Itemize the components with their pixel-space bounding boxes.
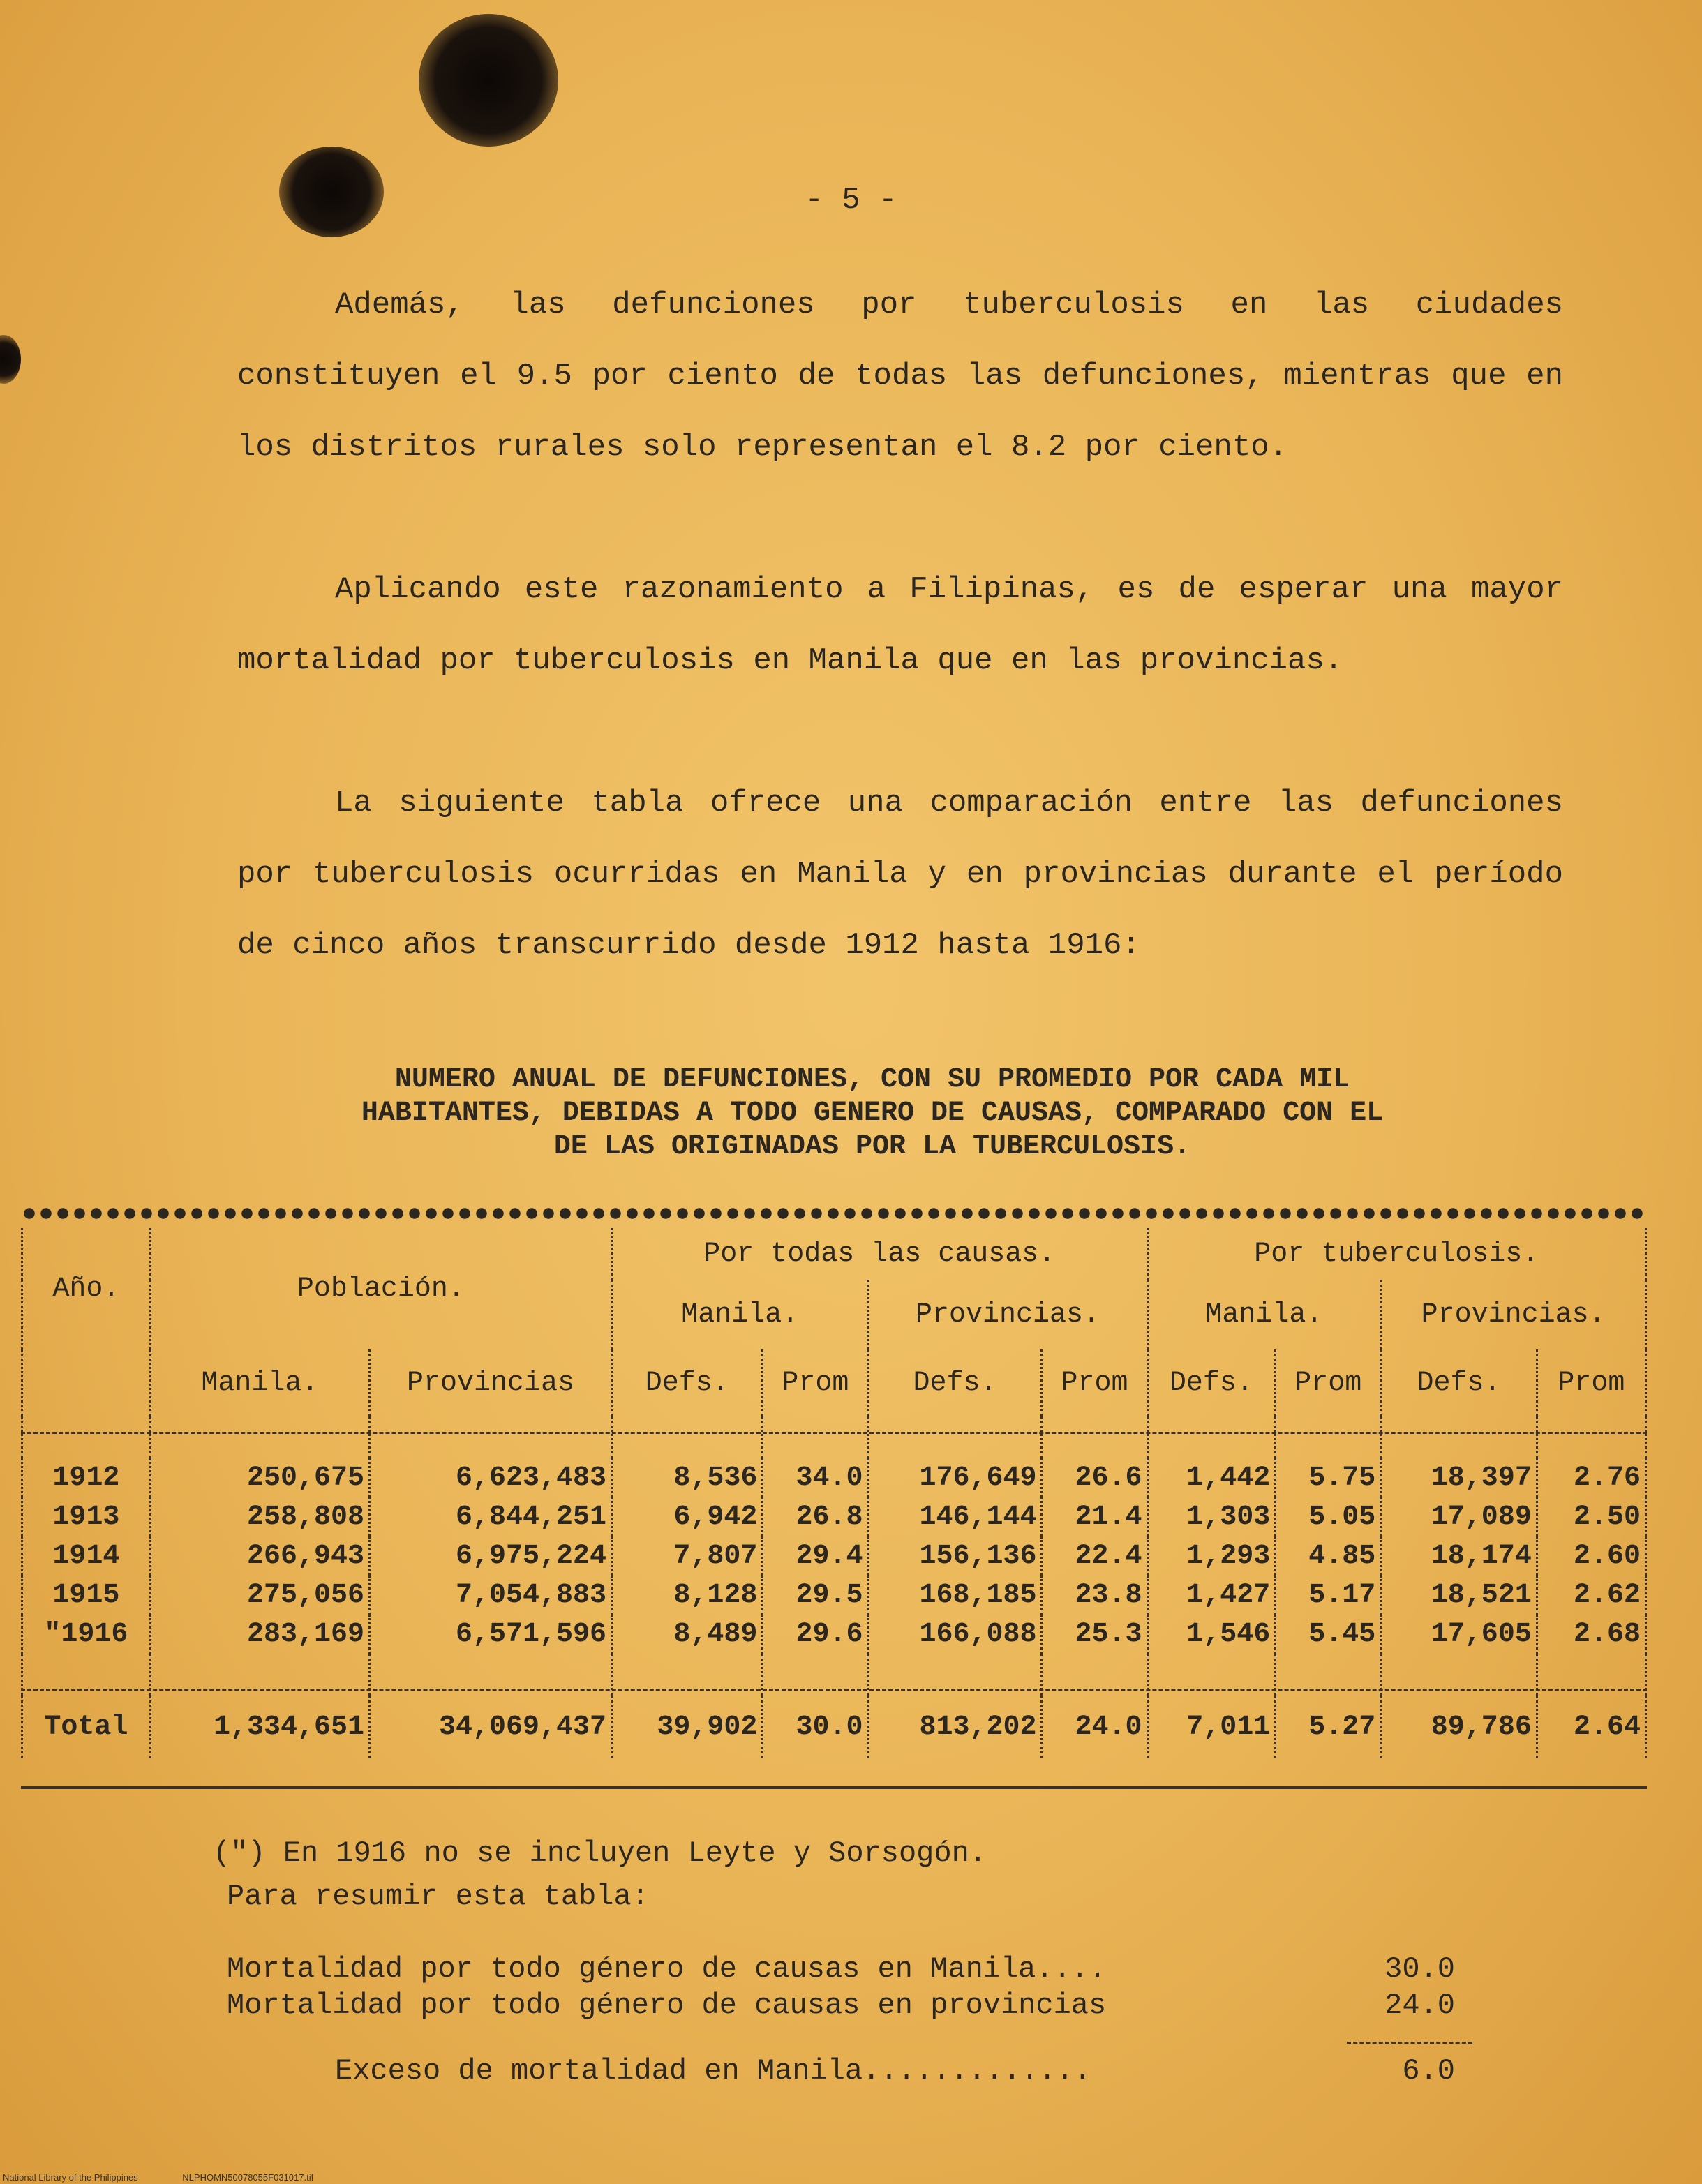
header-manila: Manila.	[150, 1349, 369, 1416]
mortality-table	[21, 1228, 1647, 1758]
header-manila: Manila.	[612, 1280, 868, 1349]
paragraph-3: La siguiente tabla ofrece una comparación entre las defunciones por tuberculosis ocurridas en Manila y en provincias durante el período de cinco años transcurrido desde 1912 hasta 1916:	[237, 786, 1563, 963]
table-title	[209, 1063, 1535, 1164]
page-number: - 5 -	[805, 183, 897, 218]
summary-rule	[1347, 2042, 1472, 2044]
summary-label: Mortalidad por todo género de causas en Manila....	[227, 1952, 1107, 1986]
footer	[3, 2172, 355, 2183]
header-todas-causas: Por todas las causas.	[612, 1228, 1147, 1280]
header-defs: Defs.	[612, 1349, 763, 1416]
header-blank	[22, 1349, 151, 1416]
header-prom: Prom	[1276, 1349, 1381, 1416]
header-provincias: Provincias.	[868, 1280, 1147, 1349]
total-row: Total 1,334,651 34,069,437 39,902 30.0 813,202 24.0 7,011 5.27 89,786 2.64	[22, 1696, 1646, 1758]
excess-value: 6.0	[1402, 2054, 1455, 2088]
header-manila: Manila.	[1147, 1280, 1381, 1349]
table-row: 1913 258,808 6,844,251 6,942 26.8 146,144 21.4 1,303 5.05 17,089 2.50	[22, 1497, 1646, 1536]
header-defs: Defs.	[868, 1349, 1042, 1416]
footer-library: National Library of the Philippines	[3, 2172, 138, 2183]
header-prom: Prom	[763, 1349, 868, 1416]
footnote: (") En 1916 no se incluyen Leyte y Sorsogón.	[213, 1837, 987, 1870]
header-tuberculosis: Por tuberculosis.	[1147, 1228, 1646, 1280]
table-row: 1914 266,943 6,975,224 7,807 29.4 156,136 22.4 1,293 4.85 18,174 2.60	[22, 1536, 1646, 1576]
header-prom: Prom	[1042, 1349, 1147, 1416]
footer-file: NLPHOMN50078055F031017.tif	[182, 2172, 314, 2183]
header-poblacion: Población.	[150, 1228, 611, 1349]
table-title-line: HABITANTES, DEBIDAS A TODO GENERO DE CAUSAS, COMPARADO CON EL	[361, 1098, 1384, 1129]
summary-intro: Para resumir esta tabla:	[227, 1880, 649, 1913]
table-divider	[21, 1689, 1647, 1691]
table-top-border	[21, 1206, 1647, 1221]
summary-value: 30.0	[1384, 1952, 1455, 1986]
paragraph-1: Además, las defunciones por tuberculosis en las ciudades constituyen el 9.5 por ciento de todas las defunciones, mientras que en los distritos rurales solo representan el 8.2 por ciento.	[237, 287, 1563, 465]
table-title-line: DE LAS ORIGINADAS POR LA TUBERCULOSIS.	[553, 1131, 1191, 1162]
header-year: Año.	[22, 1228, 151, 1349]
header-prom: Prom	[1537, 1349, 1645, 1416]
paragraph-2: Aplicando este razonamiento a Filipinas, es de esperar una mayor mortalidad por tuberculosis en Manila que en las provincias.	[237, 572, 1563, 678]
summary-value: 24.0	[1384, 1989, 1455, 2022]
table-divider	[21, 1432, 1647, 1434]
ink-stain	[419, 14, 558, 147]
header-defs: Defs.	[1147, 1349, 1276, 1416]
table-row: 1915 275,056 7,054,883 8,128 29.5 168,185 23.8 1,427 5.17 18,521 2.62	[22, 1576, 1646, 1615]
ink-stain	[0, 335, 21, 384]
summary-label: Mortalidad por todo género de causas en provincias	[227, 1989, 1107, 2022]
table-row: 1912 250,675 6,623,483 8,536 34.0 176,649 26.6 1,442 5.75 18,397 2.76	[22, 1458, 1646, 1497]
excess-label: Exceso de mortalidad en Manila.............	[335, 2054, 1091, 2088]
table-bottom-border	[21, 1786, 1647, 1789]
header-provincias: Provincias.	[1381, 1280, 1646, 1349]
header-provincias: Provincias	[370, 1349, 612, 1416]
table-title-line: NUMERO ANUAL DE DEFUNCIONES, CON SU PROMEDIO POR CADA MIL	[394, 1064, 1350, 1095]
header-defs: Defs.	[1381, 1349, 1537, 1416]
table-row: "1916 283,169 6,571,596 8,489 29.6 166,088 25.3 1,546 5.45 17,605 2.68	[22, 1615, 1646, 1654]
